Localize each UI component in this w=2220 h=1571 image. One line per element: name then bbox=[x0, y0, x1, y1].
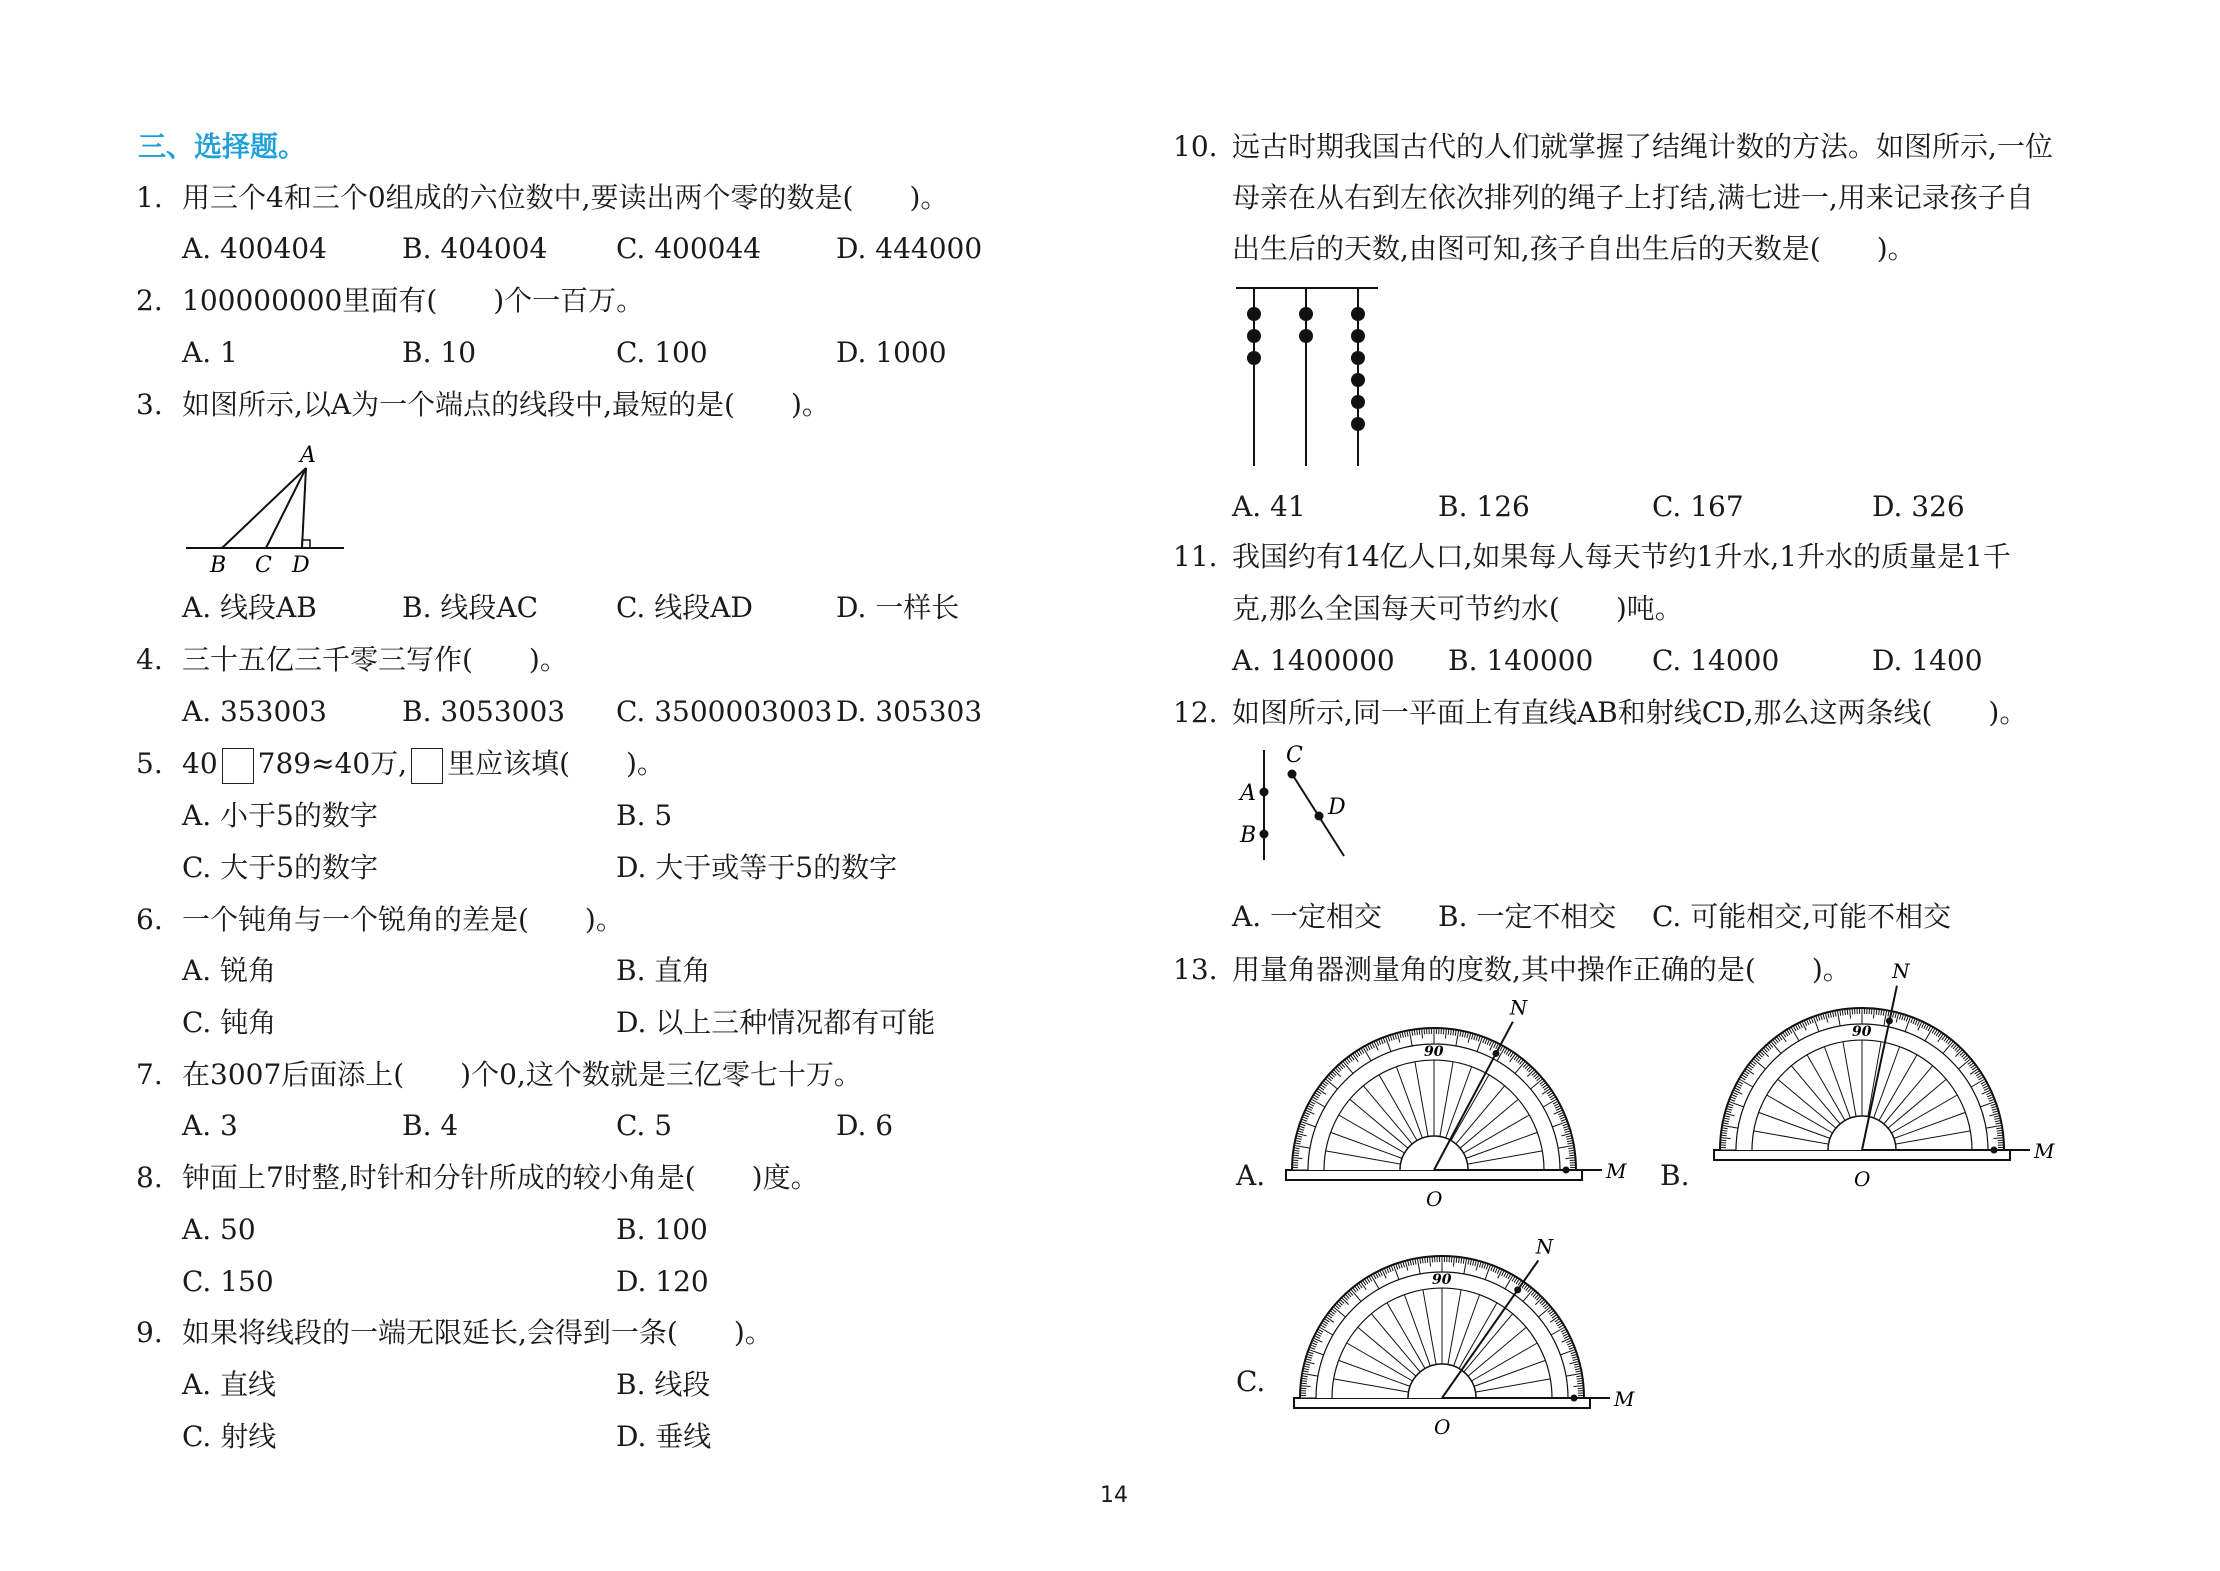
q2-number: 2. bbox=[136, 284, 163, 317]
q10-knot bbox=[1351, 417, 1365, 431]
q12-lines-figure bbox=[1232, 744, 1362, 864]
q5-text-middle: 789≈40万, bbox=[257, 747, 408, 780]
q3-text: 如图所示,以A为一个端点的线段中,最短的是( )。 bbox=[182, 388, 830, 421]
q3-option-c[interactable]: C. 线段AD bbox=[616, 591, 753, 624]
q1-option-d[interactable]: D. 444000 bbox=[836, 232, 983, 265]
protractor-point-m bbox=[1563, 1167, 1570, 1174]
q13-number: 13. bbox=[1173, 953, 1218, 986]
q10-knot bbox=[1299, 307, 1313, 321]
protractor-label-n: N bbox=[1892, 958, 1910, 983]
q7-option-a[interactable]: A. 3 bbox=[182, 1109, 238, 1142]
q3-label-d: D bbox=[292, 553, 310, 578]
q2-option-b[interactable]: B. 10 bbox=[402, 336, 477, 369]
q4-text: 三十五亿三千零三写作( )。 bbox=[182, 643, 568, 676]
q11-option-b[interactable]: B. 140000 bbox=[1448, 644, 1594, 677]
protractor-label-n: N bbox=[1509, 995, 1528, 1020]
q2-option-a[interactable]: A. 1 bbox=[182, 336, 238, 369]
q8-option-c[interactable]: C. 150 bbox=[182, 1265, 274, 1298]
q9-option-c[interactable]: C. 射线 bbox=[182, 1420, 277, 1453]
q11-option-a[interactable]: A. 1400000 bbox=[1232, 644, 1395, 677]
q6-option-b[interactable]: B. 直角 bbox=[616, 954, 711, 987]
protractor-point-n bbox=[1514, 1286, 1521, 1293]
q12-label-c: C bbox=[1286, 743, 1303, 768]
q10-option-a[interactable]: A. 41 bbox=[1232, 490, 1306, 523]
protractor-label-m: M bbox=[1614, 1387, 1635, 1411]
section-title: 三、选择题。 bbox=[138, 130, 307, 163]
q10-option-d[interactable]: D. 326 bbox=[1872, 490, 1965, 523]
q3-option-d[interactable]: D. 一样长 bbox=[836, 591, 960, 624]
q2-option-d[interactable]: D. 1000 bbox=[836, 336, 947, 369]
protractor-label-m: M bbox=[1606, 1159, 1627, 1183]
q12-label-d: D bbox=[1328, 795, 1346, 820]
q6-option-a[interactable]: A. 锐角 bbox=[182, 954, 277, 987]
q5-digit-box-ref bbox=[411, 748, 443, 784]
q10-knot-figure bbox=[1230, 282, 1390, 472]
q3-option-b[interactable]: B. 线段AC bbox=[402, 591, 539, 624]
q10-knot bbox=[1247, 351, 1261, 365]
protractor-point-n bbox=[1886, 1017, 1893, 1024]
q9-text: 如果将线段的一端无限延长,会得到一条( )。 bbox=[182, 1316, 773, 1349]
q10-number: 10. bbox=[1173, 130, 1218, 163]
q13-option-a[interactable]: A. bbox=[1236, 1159, 1266, 1192]
protractor-90-label: 90 bbox=[1852, 1024, 1872, 1040]
q2-option-c[interactable]: C. 100 bbox=[616, 336, 708, 369]
q1-option-b[interactable]: B. 404004 bbox=[402, 232, 548, 265]
protractor-label-m: M bbox=[2034, 1139, 2055, 1163]
q12-point-d bbox=[1315, 812, 1324, 821]
q6-text: 一个钝角与一个锐角的差是( )。 bbox=[182, 903, 624, 936]
q7-number: 7. bbox=[136, 1058, 163, 1091]
protractor-tick bbox=[1456, 1257, 1457, 1263]
q9-option-a[interactable]: A. 直线 bbox=[182, 1368, 277, 1401]
protractor-tick bbox=[1876, 1009, 1877, 1015]
q10-option-c[interactable]: C. 167 bbox=[1652, 490, 1744, 523]
q2-text: 100000000里面有( )个一百万。 bbox=[182, 284, 645, 317]
q10-option-b[interactable]: B. 126 bbox=[1438, 490, 1530, 523]
protractor-label-o: O bbox=[1426, 1187, 1443, 1211]
q5-option-b[interactable]: B. 5 bbox=[616, 799, 673, 832]
q12-option-a[interactable]: A. 一定相交 bbox=[1232, 900, 1383, 933]
q8-option-b[interactable]: B. 100 bbox=[616, 1213, 708, 1246]
protractor-point-n bbox=[1492, 1050, 1499, 1057]
q5-text bbox=[182, 744, 665, 784]
q12-point-b bbox=[1260, 830, 1269, 839]
protractor-90-label: 90 bbox=[1424, 1044, 1444, 1060]
protractor-tick bbox=[1419, 1029, 1420, 1035]
protractor-base bbox=[1714, 1150, 2010, 1160]
q1-number: 1. bbox=[136, 181, 163, 214]
q10-knot bbox=[1351, 395, 1365, 409]
q13-option-b[interactable]: B. bbox=[1660, 1159, 1690, 1192]
protractor-tick bbox=[1577, 1383, 1583, 1384]
q4-option-b[interactable]: B. 3053003 bbox=[402, 695, 566, 728]
q3-label-b: B bbox=[210, 553, 227, 578]
protractor-label-n: N bbox=[1535, 1234, 1554, 1259]
q9-option-b[interactable]: B. 线段 bbox=[616, 1368, 711, 1401]
q8-option-a[interactable]: A. 50 bbox=[182, 1213, 256, 1246]
q5-text-prefix: 40 bbox=[182, 747, 218, 780]
q9-number: 9. bbox=[136, 1316, 163, 1349]
q1-option-a[interactable]: A. 400404 bbox=[182, 232, 327, 265]
q6-option-d[interactable]: D. 以上三种情况都有可能 bbox=[616, 1006, 936, 1039]
q11-line-1: 我国约有14亿人口,如果每人每天节约1升水,1升水的质量是1千 bbox=[1232, 540, 2011, 573]
q3-number: 3. bbox=[136, 388, 163, 421]
protractor-90-label: 90 bbox=[1432, 1272, 1452, 1288]
protractor-tick bbox=[1293, 1155, 1299, 1156]
q3-segment-ad bbox=[302, 468, 306, 548]
q7-option-c[interactable]: C. 5 bbox=[616, 1109, 673, 1142]
q10-line-2: 母亲在从右到左依次排列的绳子上打结,满七进一,用来记录孩子自 bbox=[1232, 181, 2034, 214]
q3-label-c: C bbox=[255, 553, 272, 578]
q4-number: 4. bbox=[136, 643, 163, 676]
q3-label-a: A bbox=[300, 443, 316, 468]
q3-segment-ac bbox=[266, 468, 306, 548]
q10-knot bbox=[1247, 329, 1261, 343]
q7-option-d[interactable]: D. 6 bbox=[836, 1109, 894, 1142]
q10-knot bbox=[1299, 329, 1313, 343]
protractor-tick bbox=[1569, 1155, 1575, 1156]
q10-line-3: 出生后的天数,由图可知,孩子自出生后的天数是( )。 bbox=[1232, 232, 1916, 265]
q12-label-a: A bbox=[1240, 781, 1256, 806]
q8-number: 8. bbox=[136, 1161, 163, 1194]
q11-line-2: 克,那么全国每天可节约水( )吨。 bbox=[1232, 592, 1683, 625]
q12-option-b[interactable]: B. 一定不相交 bbox=[1438, 900, 1617, 933]
q3-option-a[interactable]: A. 线段AB bbox=[182, 591, 317, 624]
protractor-label-o: O bbox=[1434, 1415, 1451, 1439]
q10-knot bbox=[1247, 307, 1261, 321]
protractor-label-o: O bbox=[1854, 1167, 1871, 1191]
q13-option-c[interactable]: C. bbox=[1236, 1365, 1266, 1398]
q5-digit-box bbox=[222, 748, 254, 784]
q10-knot bbox=[1351, 329, 1365, 343]
q4-option-d[interactable]: D. 305303 bbox=[836, 695, 983, 728]
q12-point-a bbox=[1260, 788, 1269, 797]
q11-option-d[interactable]: D. 1400 bbox=[1872, 644, 1983, 677]
q4-option-c[interactable]: C. 3500003003 bbox=[616, 695, 833, 728]
q7-text: 在3007后面添上( )个0,这个数就是三亿零七十万。 bbox=[182, 1058, 862, 1091]
q7-option-b[interactable]: B. 4 bbox=[402, 1109, 459, 1142]
q12-point-c bbox=[1288, 770, 1297, 779]
q12-label-b: B bbox=[1240, 823, 1257, 848]
q8-option-d[interactable]: D. 120 bbox=[616, 1265, 709, 1298]
q3-segment-ab bbox=[222, 468, 306, 548]
protractor-tick bbox=[1847, 1009, 1848, 1015]
q10-knot bbox=[1351, 351, 1365, 365]
q12-number: 12. bbox=[1173, 696, 1218, 729]
q13-protractor-a bbox=[1284, 995, 1627, 1215]
q4-option-a[interactable]: A. 353003 bbox=[182, 695, 327, 728]
q10-knot bbox=[1351, 307, 1365, 321]
protractor-base bbox=[1294, 1398, 1590, 1408]
q12-text: 如图所示,同一平面上有直线AB和射线CD,那么这两条线( )。 bbox=[1232, 696, 2028, 729]
q13-protractor-b bbox=[1712, 958, 2055, 1195]
page-number: 14 bbox=[1100, 1483, 1128, 1508]
q10-line-1: 远古时期我国古代的人们就掌握了结绳计数的方法。如图所示,一位 bbox=[1232, 130, 2053, 163]
protractor-tick bbox=[1721, 1135, 1727, 1136]
q11-option-c[interactable]: C. 14000 bbox=[1652, 644, 1780, 677]
q1-text: 用三个4和三个0组成的六位数中,要读出两个零的数是( )。 bbox=[182, 181, 949, 214]
protractor-tick bbox=[1997, 1135, 2003, 1136]
protractor-tick bbox=[1301, 1383, 1307, 1384]
q11-number: 11. bbox=[1173, 540, 1218, 573]
q1-option-c[interactable]: C. 400044 bbox=[616, 232, 762, 265]
q6-number: 6. bbox=[136, 903, 163, 936]
protractor-tick bbox=[1448, 1029, 1449, 1035]
q5-option-a[interactable]: A. 小于5的数字 bbox=[182, 799, 378, 832]
q5-option-c[interactable]: C. 大于5的数字 bbox=[182, 851, 379, 884]
q13-text: 用量角器测量角的度数,其中操作正确的是( )。 bbox=[1232, 953, 1851, 986]
q10-knot bbox=[1351, 373, 1365, 387]
protractor-point-m bbox=[1991, 1147, 1998, 1154]
q5-number: 5. bbox=[136, 747, 163, 780]
protractor-base bbox=[1286, 1170, 1582, 1180]
q5-text-suffix: 里应该填( )。 bbox=[447, 747, 665, 780]
protractor-point-m bbox=[1571, 1395, 1578, 1402]
q9-option-d[interactable]: D. 垂线 bbox=[616, 1420, 712, 1453]
q13-protractor-c bbox=[1292, 1234, 1635, 1443]
q12-option-c[interactable]: C. 可能相交,可能不相交 bbox=[1652, 900, 1952, 933]
protractor-tick bbox=[1427, 1257, 1428, 1263]
q8-text: 钟面上7时整,时针和分针所成的较小角是( )度。 bbox=[182, 1161, 819, 1194]
q6-option-c[interactable]: C. 钝角 bbox=[182, 1006, 277, 1039]
q5-option-d[interactable]: D. 大于或等于5的数字 bbox=[616, 851, 898, 884]
q3-triangle-figure bbox=[180, 438, 360, 578]
